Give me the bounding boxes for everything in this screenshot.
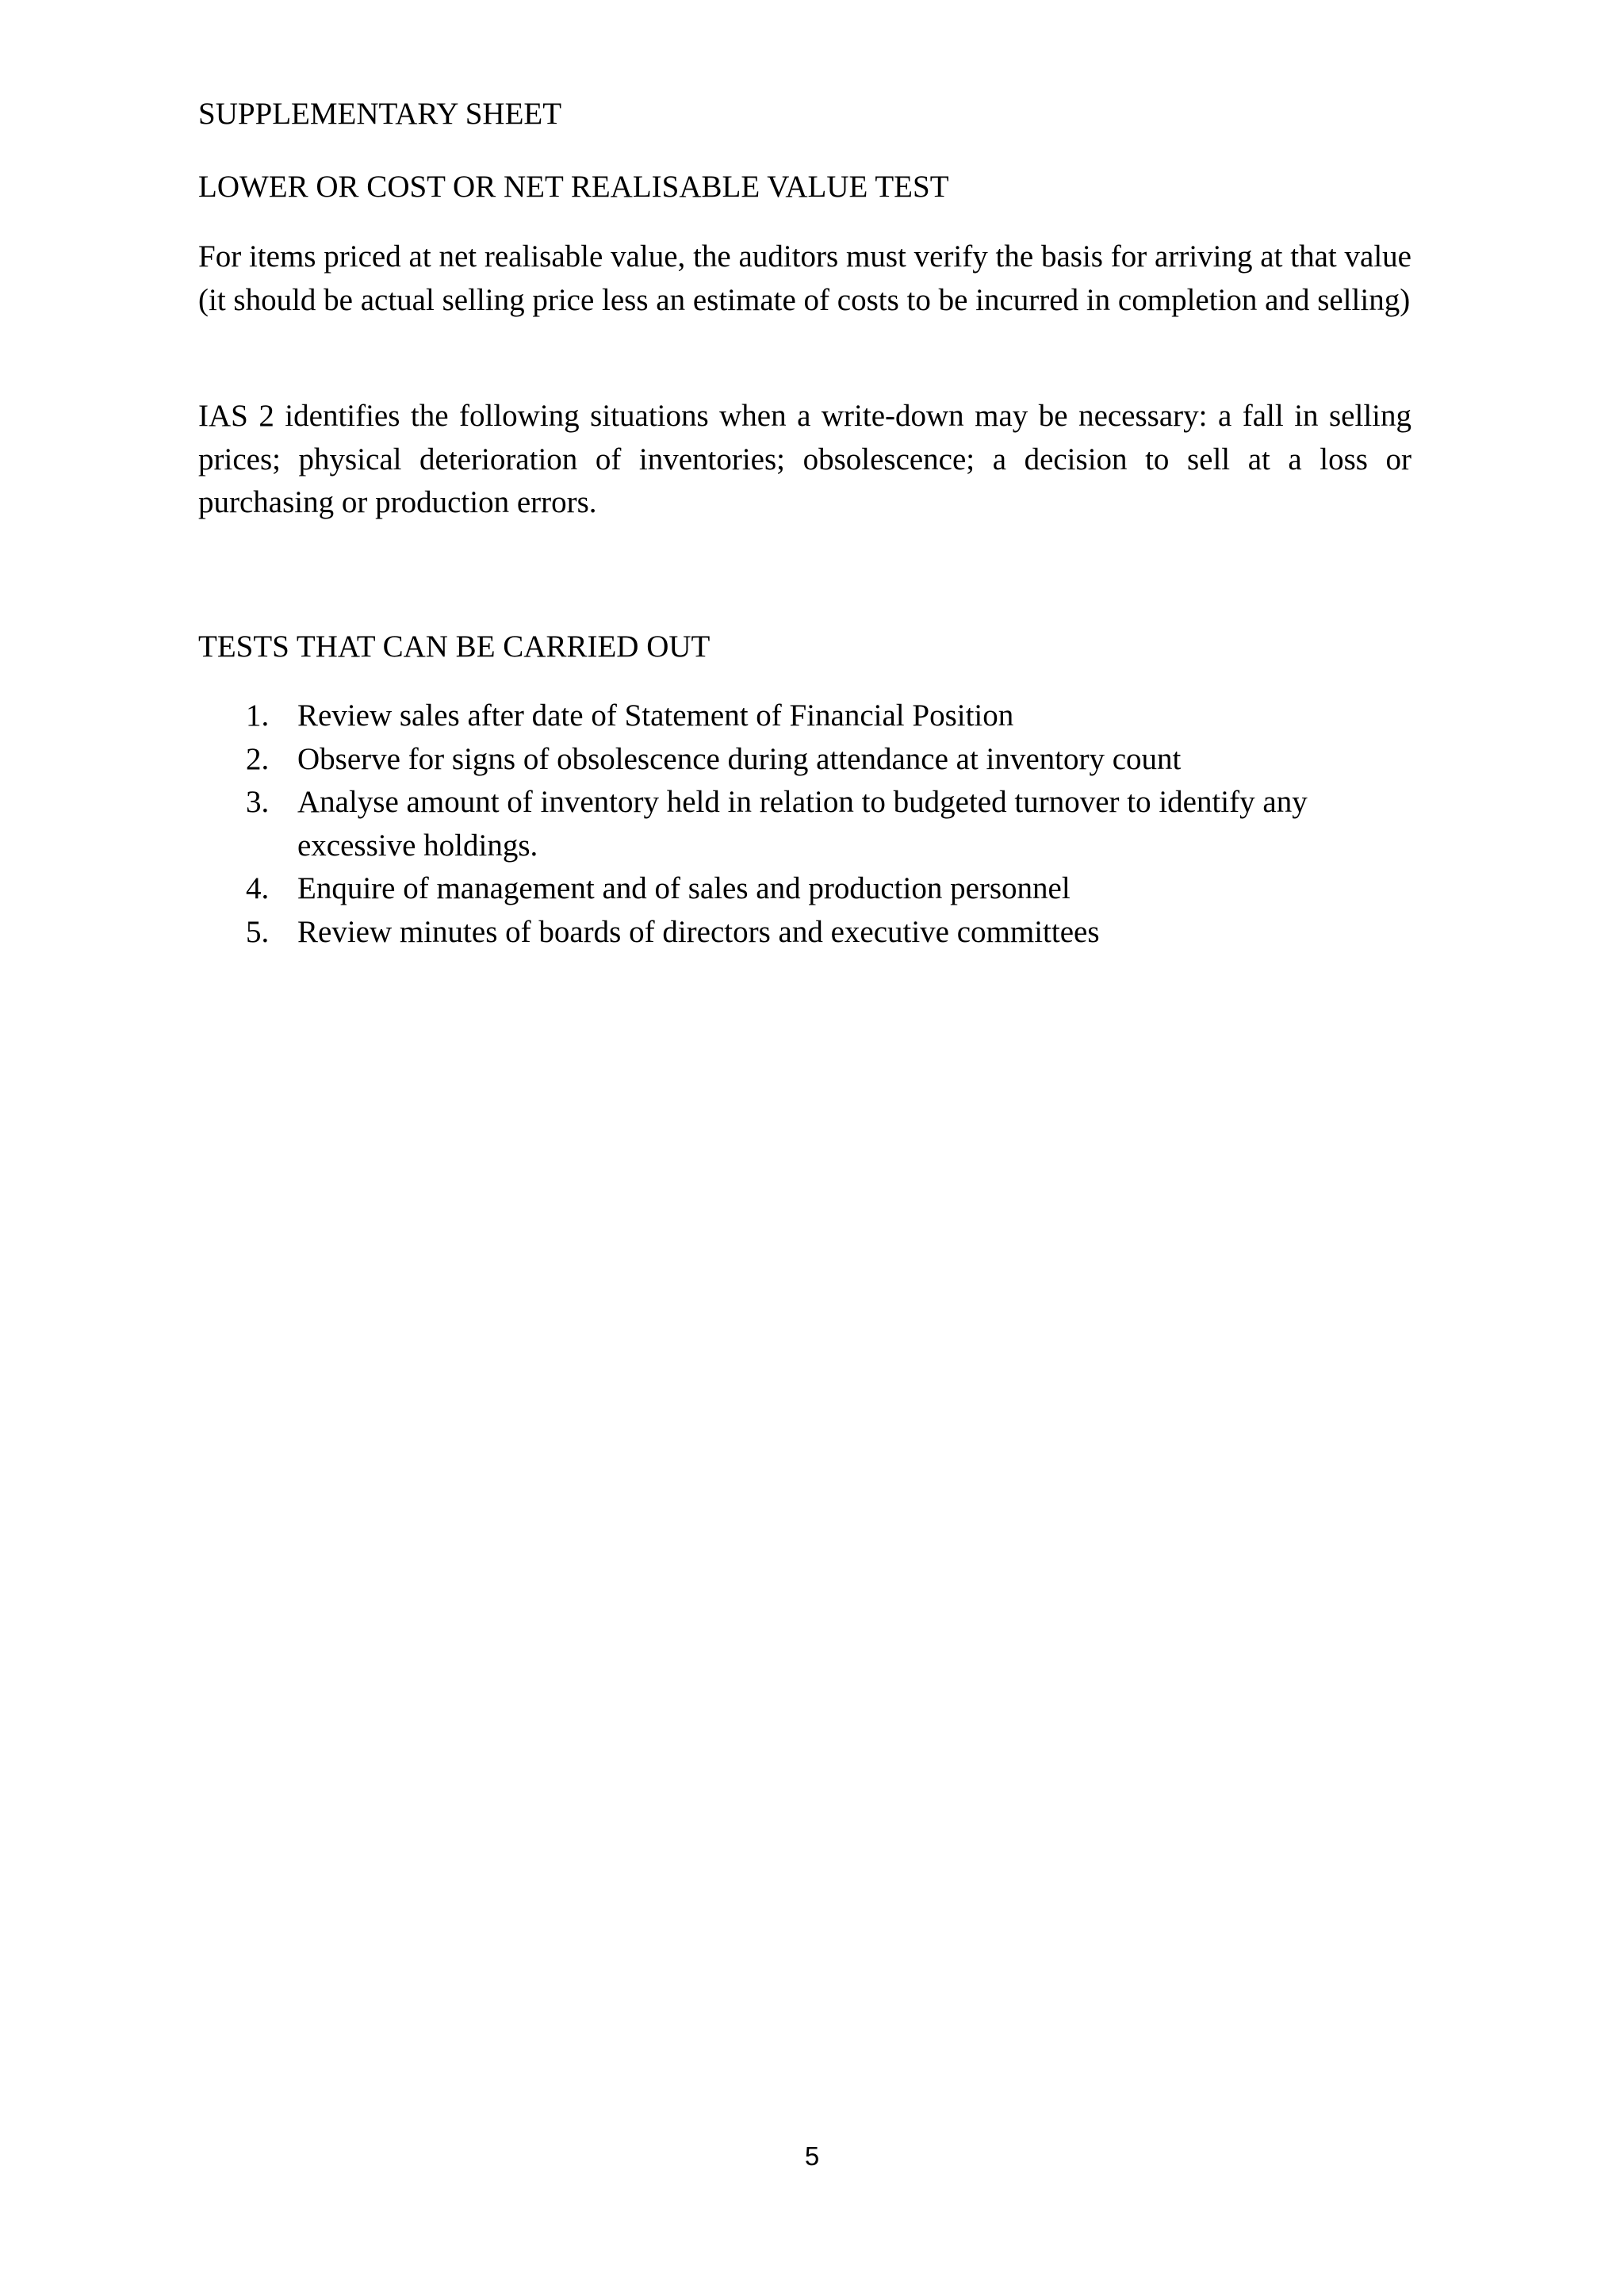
heading-tests: TESTS THAT CAN BE CARRIED OUT: [198, 629, 710, 664]
heading-nrv-test: LOWER OR COST OR NET REALISABLE VALUE TEST: [198, 170, 949, 204]
list-item-number: 3.: [246, 785, 270, 819]
list-item-text: Review minutes of boards of directors and executive committees: [297, 914, 1100, 949]
list-item: [198, 911, 1404, 955]
paragraph-nrv: For items priced at net realisable value, the auditors must verify the basis for arriving at that value (it should be actual selling price less an estimate of costs to be incurred in completion and selling): [198, 239, 1411, 317]
list-item: [198, 695, 1404, 738]
list-item: [198, 781, 1404, 867]
list-item-number: 5.: [246, 914, 270, 949]
list-item-text: Analyse amount of inventory held in relation to budgeted turnover to identify any excessive holdings.: [297, 785, 1308, 863]
list-item-number: 2.: [246, 741, 270, 776]
heading-supplementary-sheet: SUPPLEMENTARY SHEET: [198, 97, 562, 131]
list-item-text: Review sales after date of Statement of Financial Position: [297, 698, 1014, 733]
page-number: 5: [804, 2141, 820, 2171]
list-item-text: Enquire of management and of sales and production personnel: [297, 871, 1071, 905]
list-item-number: 4.: [246, 871, 270, 905]
list-item: [198, 738, 1404, 782]
list-item: [198, 867, 1404, 911]
tests-list: [198, 695, 1419, 954]
paragraph-ias2: IAS 2 identifies the following situations when a write-down may be necessary: a fall in selling prices; physical deterioration of inventories; obsolescence; a decision to sell at a loss or purchasing or production errors.: [198, 399, 1411, 519]
list-item-number: 1.: [246, 698, 270, 733]
list-item-text: Observe for signs of obsolescence during attendance at inventory count: [297, 741, 1182, 776]
